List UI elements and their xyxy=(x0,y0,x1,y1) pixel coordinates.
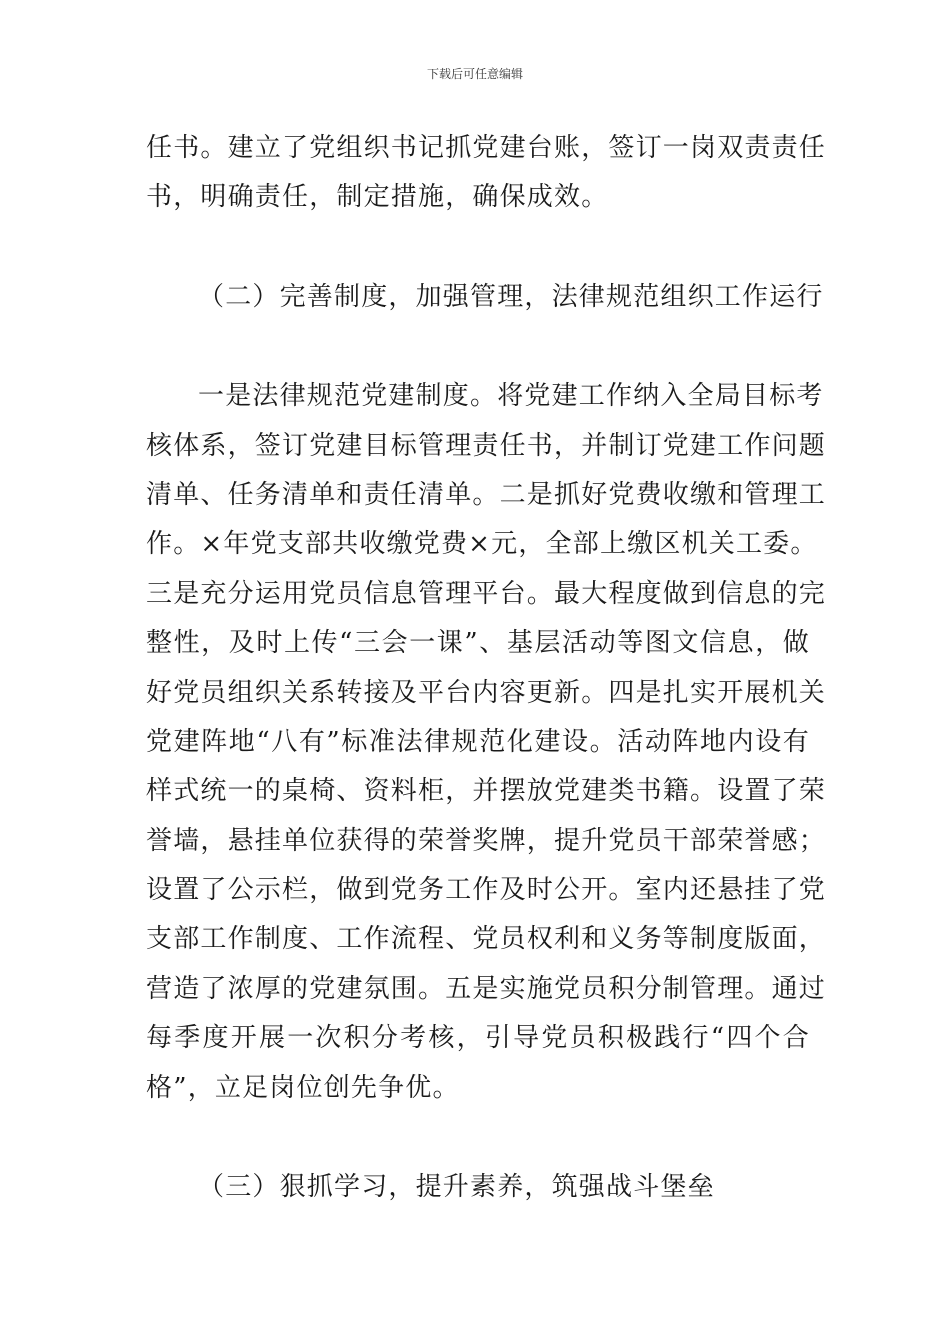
paragraph-line: 好党员组织关系转接及平台内容更新。四是扎实开展机关 xyxy=(146,677,827,708)
paragraph-line: 清单、任务清单和责任清单。二是抓好党费收缴和管理工 xyxy=(146,479,827,510)
paragraph-line: 样式统一的桌椅、资料柜，并摆放党建类书籍。设置了荣 xyxy=(146,776,827,807)
paragraph-line: 书，明确责任，制定措施，确保成效。 xyxy=(146,182,609,213)
paragraph-line: 每季度开展一次积分考核，引导党员积极践行“四个合 xyxy=(146,1023,810,1054)
paragraph-line: 一是法律规范党建制度。将党建工作纳入全局目标考 xyxy=(198,381,824,412)
paragraph-line: 设置了公示栏，做到党务工作及时公开。室内还悬挂了党 xyxy=(146,875,827,906)
paragraph-line: 党建阵地“八有”标准法律规范化建设。活动阵地内设有 xyxy=(146,726,810,757)
paragraph-2 xyxy=(146,372,827,1113)
section-heading-2: （二）完善制度，加强管理，法律规范组织工作运行 xyxy=(198,281,824,312)
paragraph-line: 格”，立足岗位创先争优。 xyxy=(146,1072,460,1103)
paragraph-line: 作。×年党支部共收缴党费×元，全部上缴区机关工委。 xyxy=(146,529,818,560)
paragraph-line: 誉墙，悬挂单位获得的荣誉奖牌，提升党员干部荣誉感； xyxy=(146,825,827,856)
page-header: 下载后可任意编辑 xyxy=(426,67,523,81)
paragraph-line: 任书。建立了党组织书记抓党建台账，签订一岗双责责任 xyxy=(146,133,827,163)
paragraph-line: 整性，及时上传“三会一课”、基层活动等图文信息，做 xyxy=(146,628,810,659)
paragraph-1 xyxy=(146,124,827,223)
paragraph-line: 支部工作制度、工作流程、党员权利和义务等制度版面， xyxy=(146,924,827,955)
paragraph-line: 核体系，签订党建目标管理责任书，并制订党建工作问题 xyxy=(146,430,827,461)
section-heading-3: （三）狠抓学习，提升素养，筑强战斗堡垒 xyxy=(198,1172,715,1203)
document-body xyxy=(146,124,827,1212)
paragraph-line: 三是充分运用党员信息管理平台。最大程度做到信息的完 xyxy=(146,578,827,609)
paragraph-line: 营造了浓厚的党建氛围。五是实施党员积分制管理。通过 xyxy=(146,973,827,1004)
